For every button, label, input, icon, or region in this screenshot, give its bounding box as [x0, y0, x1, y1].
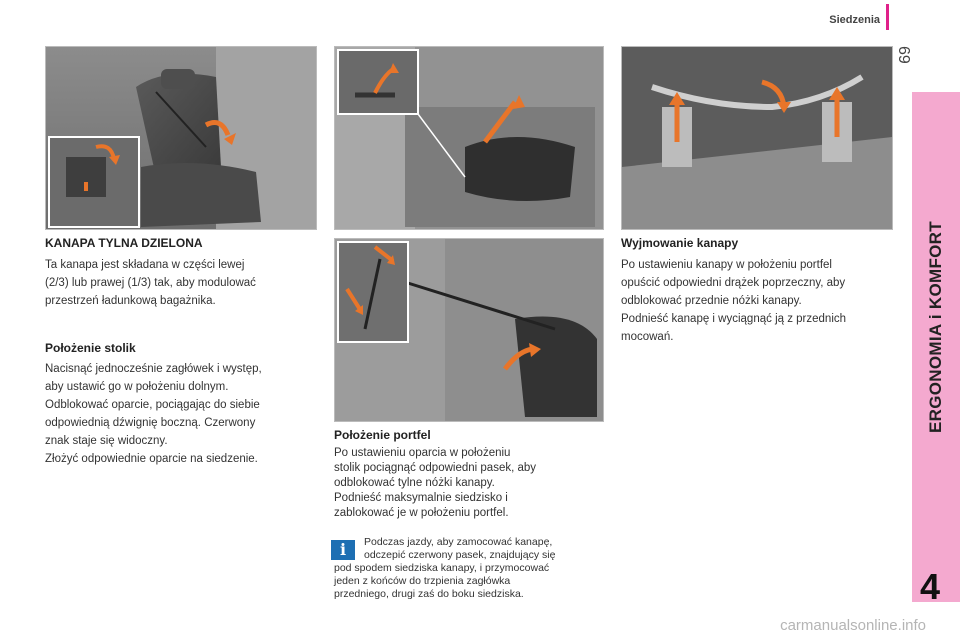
text-line: Odblokować oparcie, pociągając do siebie — [45, 399, 260, 411]
watermark: carmanualsonline.info — [780, 617, 926, 634]
text-line: (2/3) lub prawej (1/3) tak, aby modulować — [45, 277, 256, 289]
text-line: Złożyć odpowiednie oparcie na siedzenie. — [45, 453, 258, 465]
info-note — [334, 536, 610, 601]
text-line: stolik pociągnąć odpowiedni pasek, aby — [334, 462, 537, 474]
section-heading-bench: KANAPA TYLNA DZIELONA — [45, 236, 203, 250]
text-line: Po ustawieniu kanapy w położeniu portfel — [621, 259, 832, 271]
note-line: jeden z końców do trzpienia zagłówka — [334, 575, 511, 587]
photo-seat-folded — [334, 46, 604, 230]
subheading-table-position: Położenie stolik — [45, 341, 136, 355]
text-line: Po ustawieniu oparcia w położeniu — [334, 447, 511, 459]
header-accent-bar — [886, 4, 889, 30]
text-line: zablokować je w położeniu portfel. — [334, 507, 509, 519]
wallet-position-text — [334, 446, 604, 521]
info-icon: i — [331, 540, 355, 560]
table-position-text — [45, 360, 315, 468]
note-line: przedniego, drugi zaś do boku siedziska. — [334, 588, 524, 600]
text-line: odpowiednią dźwignię boczną. Czerwony — [45, 417, 256, 429]
chapter-title: ERGONOMIA i KOMFORT — [926, 221, 945, 433]
page-number: 69 — [895, 46, 912, 64]
text-line: mocowań. — [621, 331, 674, 343]
note-line: Podczas jazdy, aby zamocować kanapę, — [364, 536, 553, 548]
text-line: Nacisnąć jednocześnie zagłówek i występ, — [45, 363, 262, 375]
section-title: Siedzenia — [829, 14, 880, 26]
subheading-wallet-position: Położenie portfel — [334, 428, 431, 442]
note-line: odczepić czerwony pasek, znajdujący się — [364, 549, 556, 561]
text-line: aby ustawić go w położeniu dolnym. — [45, 381, 229, 393]
photo-bench-seat — [45, 46, 317, 230]
chapter-number: 4 — [920, 566, 941, 607]
text-line: przestrzeń ładunkową bagażnika. — [45, 295, 216, 307]
subheading-remove-bench: Wyjmowanie kanapy — [621, 236, 739, 250]
photo-floor-mounts — [621, 46, 893, 230]
bench-intro-text — [45, 256, 315, 310]
text-line: opuścić odpowiedni drążek poprzeczny, aby — [621, 277, 846, 289]
text-line: Podnieść kanapę i wyciągnąć ją z przednich — [621, 313, 847, 325]
text-line: Ta kanapa jest składana w części lewej — [45, 259, 245, 271]
text-line: odblokować tylne nóżki kanapy. — [334, 477, 495, 489]
chapter-side-tab — [912, 92, 960, 602]
text-line: odblokować przednie nóżki kanapy. — [621, 295, 802, 307]
text-line: Podnieść maksymalnie siedzisko i — [334, 492, 508, 504]
text-line: znak staje się widoczny. — [45, 435, 168, 447]
photo-seat-strap — [334, 238, 604, 422]
note-line: pod spodem siedziska kanapy, i przymocować — [334, 562, 550, 574]
remove-bench-text — [621, 256, 896, 346]
